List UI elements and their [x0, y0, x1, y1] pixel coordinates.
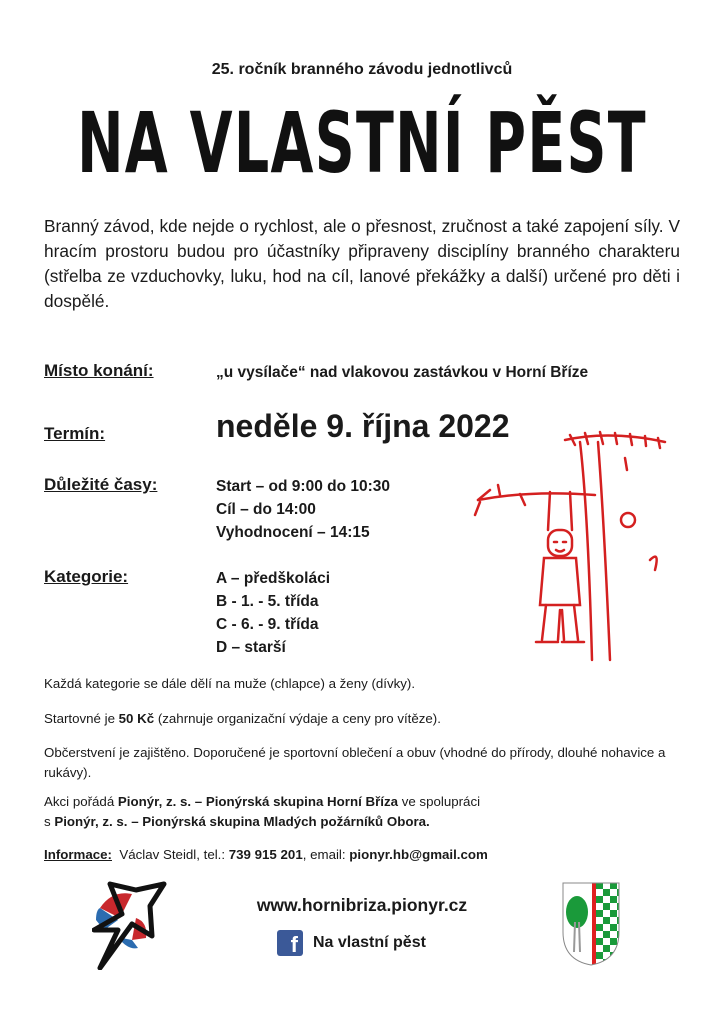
category-item: C - 6. - 9. třída	[216, 616, 319, 633]
contact-info	[44, 845, 694, 865]
info-label: Informace:	[44, 847, 112, 862]
categories-label: Kategorie:	[44, 567, 129, 586]
org-text: s	[44, 814, 55, 829]
place-label: Místo konání:	[44, 361, 154, 380]
refreshment-note: Občerstvení je zajištěno. Doporučené je sportovní oblečení a obuv (vhodné do přírody, dlouhé nohavice a rukávy).	[44, 745, 666, 780]
fee-amount: 50 Kč	[118, 711, 155, 726]
fee-text: (zahrnuje organizační výdaje a ceny pro vítěze).	[154, 711, 441, 726]
info-name: Václav Steidl, tel.:	[119, 847, 229, 862]
organizer-note	[44, 792, 694, 832]
facebook-link[interactable]	[277, 930, 426, 956]
times-label: Důležité časy:	[44, 475, 158, 494]
website-link[interactable]: www.hornibriza.pionyr.cz	[256, 895, 468, 915]
times-list	[216, 475, 390, 544]
division-note: Každá kategorie se dále dělí na muže (chlapce) a ženy (dívky).	[44, 676, 416, 691]
info-phone: 739 915 201	[228, 847, 303, 862]
fee-note	[44, 709, 694, 729]
categories-list	[216, 567, 330, 659]
date-label: Termín:	[44, 424, 106, 443]
category-item: A – předškoláci	[216, 570, 331, 587]
fee-text: Startovné je	[44, 711, 119, 726]
time-item: Cíl – do 14:00	[216, 501, 316, 518]
hanging-boy-illustration	[470, 430, 670, 670]
time-item: Vyhodnocení – 14:15	[216, 524, 370, 541]
intro-paragraph: Branný závod, kde nejde o rychlost, ale o přesnost, zručnost a také zapojení síly. V hracím prostoru budou pro účastníky připraveny disciplíny branného charakteru (střelba ze vzduchovky, luku, hod na cíl, lanové překážky a další) určené pro děti i dospělé.	[44, 216, 680, 311]
org-text: ve spolupráci	[398, 794, 481, 809]
event-subtitle: 25. ročník branného závodu jednotlivců	[211, 61, 513, 78]
facebook-label: Na vlastní pěst	[313, 934, 426, 951]
date-value: neděle 9. října 2022	[216, 408, 510, 444]
org-partner: Pionýr, z. s. – Pionýrská skupina Mladých požárníků Obora.	[54, 814, 430, 829]
info-email[interactable]: pionyr.hb@gmail.com	[349, 847, 488, 862]
category-item: B - 1. - 5. třída	[216, 593, 319, 610]
info-text: , email:	[302, 847, 350, 862]
org-name: Pionýr, z. s. – Pionýrská skupina Horní Bříza	[117, 794, 398, 809]
event-title: NA VLASTNÍ PĚST	[77, 94, 647, 192]
pionyr-logo	[92, 878, 168, 970]
org-text: Akci pořádá	[44, 794, 118, 809]
facebook-icon: f	[277, 930, 303, 956]
place-value: „u vysílače“ nad vlakovou zastávkou v Horní Bříze	[216, 364, 589, 381]
category-item: D – starší	[216, 639, 286, 656]
time-item: Start – od 9:00 do 10:30	[216, 478, 391, 495]
horni-briza-crest	[562, 882, 620, 966]
